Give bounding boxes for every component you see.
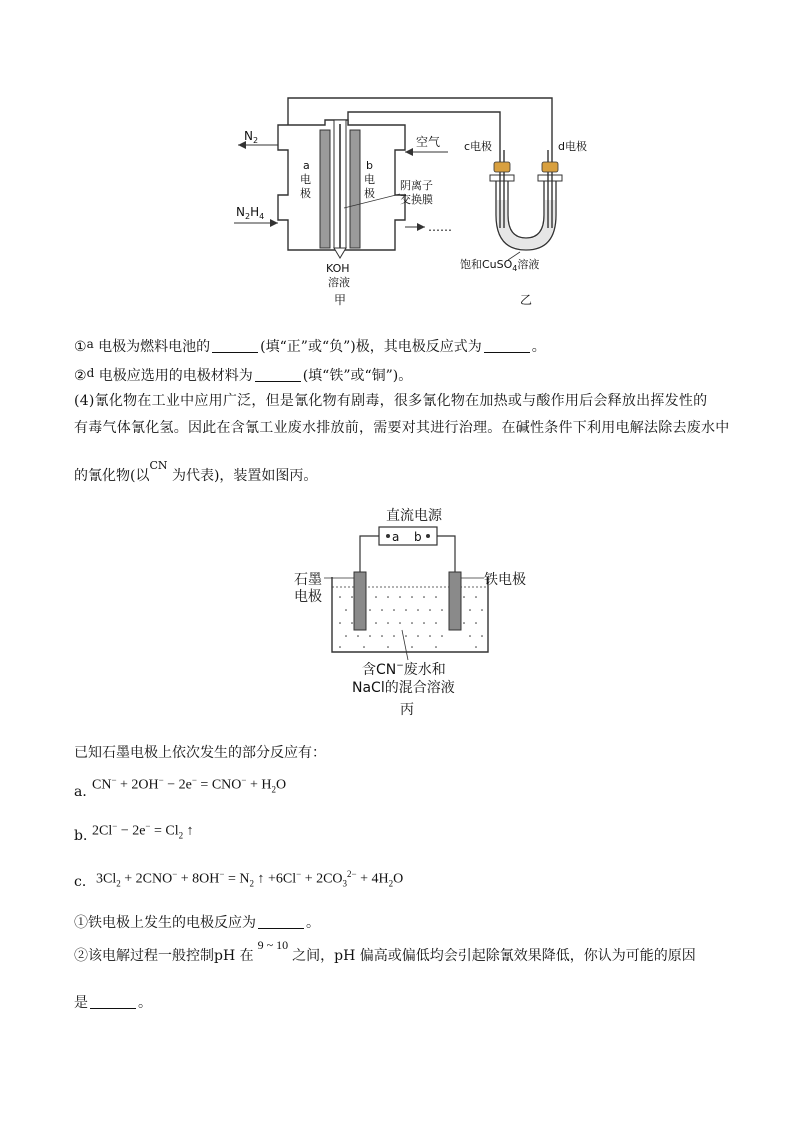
q3-text: 铁电极上发生的电极反应为 (88, 915, 256, 931)
electrode-b-char2: 极 (364, 187, 375, 200)
q4-line2: 是 (74, 995, 88, 1011)
q1-text1: 电极为燃料电池的 (98, 339, 211, 355)
q1-blank-1[interactable] (212, 338, 258, 353)
membrane-label-1: 阴离子 (400, 179, 433, 192)
paragraph-4-line-1: (4)氰化物在工业中应用广泛，但是氰化物有剧毒，很多氰化物在加热或与酸作用后会释放出挥发性的 (74, 393, 708, 409)
q3-blank[interactable] (258, 914, 304, 929)
q1-end: 。 (531, 339, 546, 355)
electrode-a-letter: a (303, 159, 310, 172)
reaction-c-label: c． (74, 874, 96, 890)
q3-end: 。 (306, 915, 320, 931)
figure-label-yi: 乙 (520, 293, 533, 307)
d-electrode-label: d电极 (558, 140, 587, 153)
q1-blank-2[interactable] (484, 338, 530, 353)
p4-line3b: 为代表)，装置如图丙。 (171, 468, 318, 484)
q2-prefix: ② (74, 368, 87, 384)
iron-electrode (449, 572, 461, 630)
graphite-label-2: 电极 (294, 589, 322, 605)
cn-formula: CN (149, 459, 168, 472)
solution-label-2: NaCl的混合溶液 (352, 680, 455, 696)
q1-letter: a (86, 337, 94, 351)
reaction-c-equation: $3Cl_2 + 2CNO^- + 8OH^- = N_2$ ↑ $+6Cl^- + 2CO_3^{2-} + 4H_2O$ (96, 869, 404, 889)
q2-letter: d (86, 366, 95, 380)
figure-label-jia: 甲 (334, 293, 347, 307)
figure-label-bing: 丙 (400, 702, 414, 718)
reaction-a-equation: $CN^- + 2OH^- - 2e^- = CNO^- + H_2O$ (92, 775, 287, 795)
cuso4-label: 饱和CuSO$_4$溶液 (460, 258, 540, 273)
c-electrode-label: c电极 (464, 140, 493, 153)
q3-prefix: ① (74, 915, 88, 931)
q1-prefix: ① (74, 339, 87, 355)
q4-end: 。 (138, 995, 152, 1011)
graphite-electrode (354, 572, 366, 630)
p4-line3a: 的氰化物(以 (74, 468, 150, 484)
q1-text2: (填“正”或“负”)极，其电极反应式为 (260, 339, 482, 355)
ph-range: 9 ~ 10 (257, 938, 289, 952)
electrolysis-diagram (290, 502, 540, 724)
electrode-b-char1: 电 (364, 173, 375, 186)
graphite-label-1: 石墨 (294, 572, 322, 588)
figure-fuel-cell-electrolysis (220, 90, 600, 310)
q2-text2: (填“铁”或“铜”)。 (302, 368, 413, 384)
q4-blank[interactable] (90, 994, 136, 1009)
terminal-a: a (392, 530, 400, 544)
figure-electrolysis-bing (290, 502, 540, 724)
electrode-b-letter: b (366, 159, 373, 172)
power-source-label: 直流电源 (386, 508, 442, 524)
koh-label: KOH (326, 262, 350, 275)
ellipsis-label: …… (428, 220, 452, 234)
electrode-a-char1: 电 (300, 173, 311, 186)
question-4-line-2 (74, 993, 152, 1013)
n2-label: $N_2$ (244, 129, 259, 145)
membrane-label-2: 交换膜 (400, 193, 433, 206)
paragraph-4-line-2: 有毒气体氰化氢。因此在含氰工业废水排放前，需要对其进行治理。在碱性条件下利用电解法除去废水中 (74, 420, 730, 436)
reaction-a-label: a． (74, 784, 97, 800)
question-3-line (74, 913, 320, 933)
air-label: 空气 (416, 135, 441, 149)
q2-blank[interactable] (255, 367, 301, 382)
electrode-a-char2: 极 (300, 187, 311, 200)
paragraph-4-line-3 (74, 459, 318, 487)
question-2-line (74, 363, 412, 386)
known-reactions-intro: 已知石墨电极上依次发生的部分反应有： (74, 745, 326, 761)
terminal-b: b (414, 530, 422, 544)
q2-text1: 电极应选用的电极材料为 (98, 368, 253, 384)
solution-label-1: 含CN−废水和 (362, 661, 446, 678)
fuel-cell-diagram (220, 90, 600, 310)
question-4-line-1 (74, 938, 696, 966)
q4-text1: 该电解过程一般控制pH 在 (88, 948, 254, 964)
n2h4-label: $N_2H_4$ (236, 205, 265, 221)
reaction-b-equation: $2Cl^- - 2e^- = Cl_2$ ↑ (92, 821, 194, 841)
q4-text2: 之间，pH 偏高或偏低均会引起除氰效果降低，你认为可能的原因 (292, 948, 696, 964)
reaction-c (74, 872, 96, 892)
q4-prefix: ② (74, 948, 88, 964)
reaction-b-label: b． (74, 828, 97, 844)
iron-electrode-label: 铁电极 (484, 572, 526, 588)
question-1-line (74, 334, 546, 357)
koh-solution-label: 溶液 (328, 276, 350, 289)
